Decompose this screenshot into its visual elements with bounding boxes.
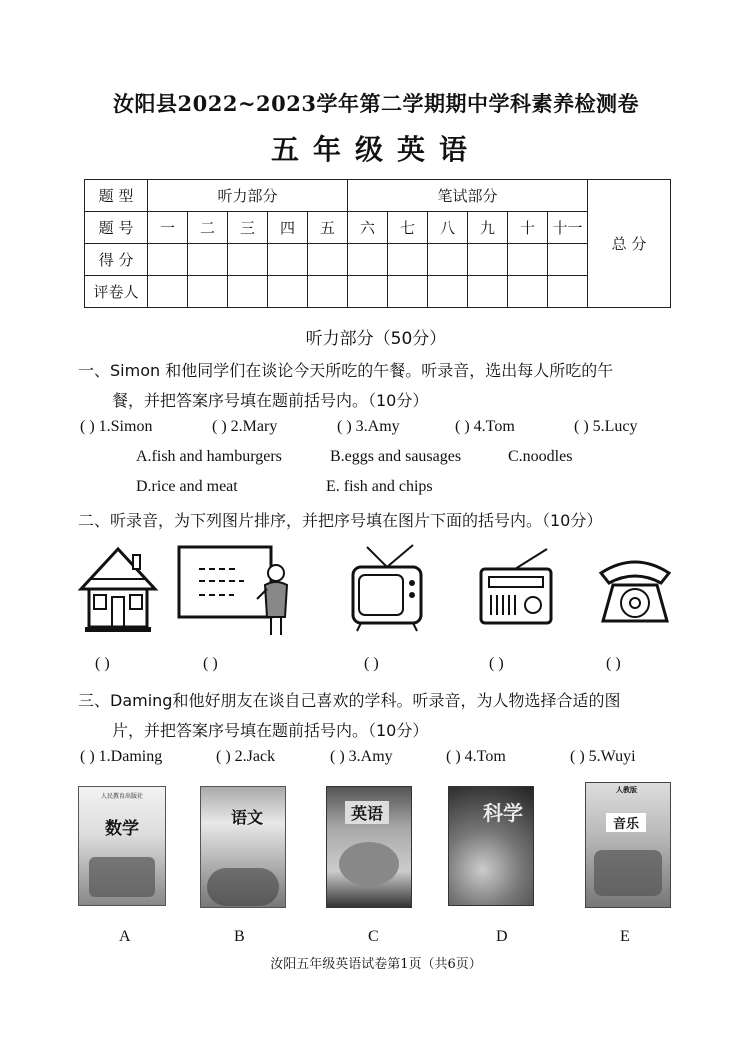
row-label-score: 得 分 [85, 244, 148, 276]
score-table [84, 179, 671, 308]
question-number: 三 [228, 212, 268, 244]
q1-option: B.eggs and sausages [330, 448, 462, 465]
q1-item[interactable]: ( ) 5.Lucy [574, 418, 638, 435]
q1-item[interactable]: ( ) 3.Amy [337, 418, 400, 435]
question-number: 二 [188, 212, 228, 244]
book-title: 音乐 [606, 813, 646, 832]
q3-instruction-line1: 三、Daming和他好朋友在谈自己喜欢的学科。听录音，为人物选择合适的图 [78, 691, 621, 710]
score-cell[interactable] [308, 244, 348, 276]
grader-cell[interactable] [548, 276, 588, 308]
q1-item[interactable]: ( ) 2.Mary [212, 418, 278, 435]
q3-item[interactable]: ( ) 1.Daming [80, 748, 163, 765]
grader-cell[interactable] [308, 276, 348, 308]
q2-answer-blank[interactable]: ( ) [606, 655, 621, 672]
music-textbook [585, 782, 671, 908]
q1-option: A.fish and hamburgers [136, 448, 282, 465]
book-title: 英语 [345, 801, 389, 824]
exam-title: 汝阳县2022~2023学年第二学期期中学科素养检测卷 [113, 91, 639, 116]
q2-answer-blank[interactable]: ( ) [364, 655, 379, 672]
score-cell[interactable] [228, 244, 268, 276]
q1-option: E. fish and chips [326, 478, 433, 495]
book-title: 科学 [483, 801, 523, 825]
grader-cell[interactable] [468, 276, 508, 308]
score-cell[interactable] [388, 244, 428, 276]
question-number: 八 [428, 212, 468, 244]
score-cell[interactable] [268, 244, 308, 276]
grader-cell[interactable] [388, 276, 428, 308]
grader-cell[interactable] [228, 276, 268, 308]
book-label: C [368, 928, 379, 945]
q1-option: C.noodles [508, 448, 573, 465]
book-title: 语文 [231, 808, 264, 827]
q1-instruction-line2: 餐，并把答案序号填在题前括号内。（10分） [112, 391, 429, 410]
tv-icon [347, 543, 427, 633]
q3-instruction-line2: 片，并把答案序号填在题前括号内。（10分） [112, 721, 429, 740]
book-label: B [234, 928, 245, 945]
book-label: D [496, 928, 508, 945]
telephone-icon [595, 555, 675, 631]
question-number: 五 [308, 212, 348, 244]
radio-icon [475, 547, 559, 631]
q2-instruction: 二、听录音，为下列图片排序，并把序号填在图片下面的括号内。（10分） [78, 511, 603, 530]
exam-subtitle: 五年级英语 [270, 133, 481, 166]
science-textbook [448, 786, 534, 906]
row-label-type: 题 型 [85, 180, 148, 212]
house-icon [77, 545, 159, 633]
question-number: 十一 [548, 212, 588, 244]
question-number: 六 [348, 212, 388, 244]
chinese-textbook [200, 786, 286, 908]
q2-answer-blank[interactable]: ( ) [489, 655, 504, 672]
teacher-icon [169, 539, 299, 637]
q3-item[interactable]: ( ) 3.Amy [330, 748, 393, 765]
score-cell[interactable] [548, 244, 588, 276]
q1-instruction-line1: 一、Simon 和他同学们在谈论今天所吃的午餐。听录音，选出每人所吃的午 [78, 361, 614, 380]
question-number: 七 [388, 212, 428, 244]
question-number: 十 [508, 212, 548, 244]
grader-cell[interactable] [348, 276, 388, 308]
question-number: 四 [268, 212, 308, 244]
q3-item[interactable]: ( ) 4.Tom [446, 748, 506, 765]
total-score-header: 总 分 [588, 180, 671, 308]
q2-answer-blank[interactable]: ( ) [95, 655, 110, 672]
q1-item[interactable]: ( ) 4.Tom [455, 418, 515, 435]
grader-cell[interactable] [188, 276, 228, 308]
q1-item[interactable]: ( ) 1.Simon [80, 418, 153, 435]
book-title: 数学 [105, 819, 139, 839]
score-cell[interactable] [348, 244, 388, 276]
score-cell[interactable] [188, 244, 228, 276]
q2-pictures [77, 537, 677, 637]
math-textbook [78, 786, 166, 906]
question-number: 一 [148, 212, 188, 244]
grader-cell[interactable] [148, 276, 188, 308]
listening-part-header: 听力部分 [148, 180, 348, 212]
book-publisher: 人民教育出版社 [100, 793, 143, 800]
grader-cell[interactable] [428, 276, 468, 308]
row-label-number: 题 号 [85, 212, 148, 244]
q3-item[interactable]: ( ) 5.Wuyi [570, 748, 636, 765]
q2-answer-blank[interactable]: ( ) [203, 655, 218, 672]
q1-option: D.rice and meat [136, 478, 238, 495]
page-footer: 汝阳五年级英语试卷第1页（共6页） [270, 957, 482, 972]
score-cell[interactable] [468, 244, 508, 276]
score-cell[interactable] [428, 244, 468, 276]
book-label: E [620, 928, 630, 945]
question-number: 九 [468, 212, 508, 244]
grader-cell[interactable] [268, 276, 308, 308]
score-cell[interactable] [508, 244, 548, 276]
q3-item[interactable]: ( ) 2.Jack [216, 748, 276, 765]
book-label: A [119, 928, 131, 945]
row-label-grader: 评卷人 [85, 276, 148, 308]
english-textbook [326, 786, 412, 908]
writing-part-header: 笔试部分 [348, 180, 588, 212]
grader-cell[interactable] [508, 276, 548, 308]
listening-heading: 听力部分（50分） [305, 329, 447, 349]
book-publisher: 人教版 [616, 786, 637, 794]
score-cell[interactable] [148, 244, 188, 276]
